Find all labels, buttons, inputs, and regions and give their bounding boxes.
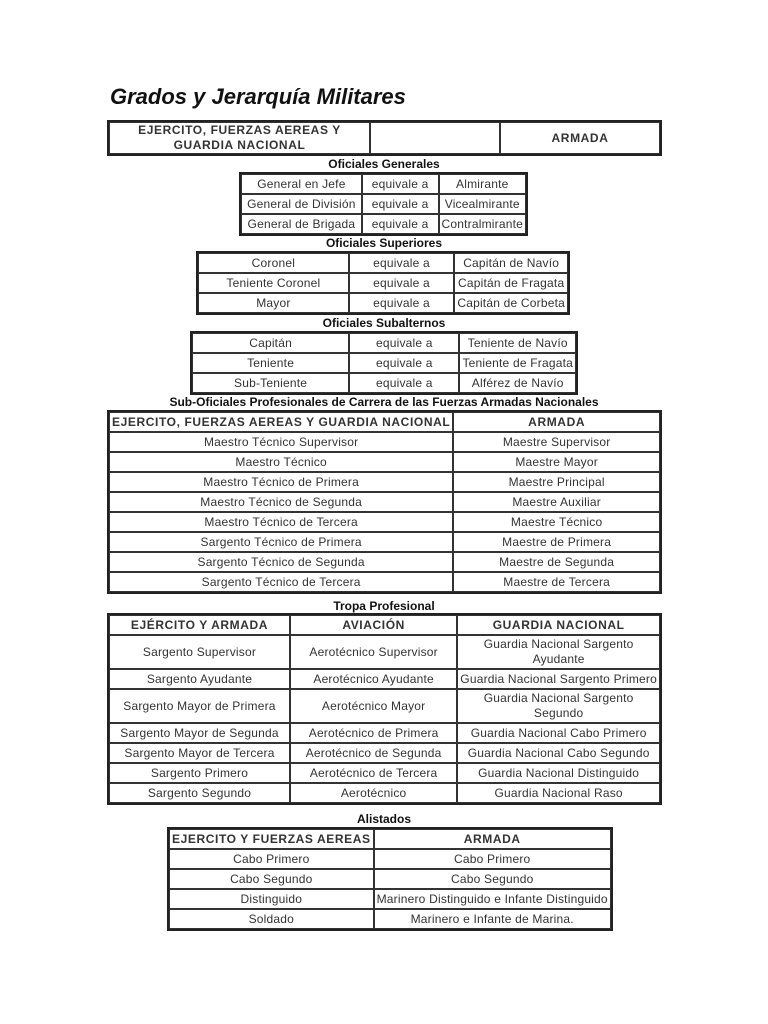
- table-cell: Aerotécnico Mayor: [290, 689, 457, 723]
- table-header-row: [109, 615, 660, 635]
- table-row: [192, 333, 576, 353]
- table-cell: Maestre de Primera: [453, 532, 660, 552]
- table-cell: Guardia Nacional Sargento Ayudante: [457, 635, 660, 669]
- table-cell: Capitán: [192, 333, 349, 353]
- table-cell: equivale a: [349, 273, 455, 293]
- section-title-oficiales-generales: Oficiales Generales: [328, 157, 440, 171]
- table-row: [109, 743, 660, 763]
- table-alistados: [167, 827, 613, 931]
- table-cell: Sargento Mayor de Primera: [109, 689, 290, 723]
- table-oficiales-generales: [239, 172, 528, 236]
- table-cell: equivale a: [349, 373, 459, 393]
- table-cell: Maestre Mayor: [453, 452, 660, 472]
- table-row: [241, 174, 526, 194]
- header-table: [107, 120, 662, 156]
- column-header: EJERCITO Y FUERZAS AEREAS: [169, 829, 374, 849]
- table-row: [169, 869, 611, 889]
- table-header-row: [169, 829, 611, 849]
- table-cell: Maestro Técnico de Primera: [109, 472, 453, 492]
- table-header-row: [109, 412, 660, 432]
- table-row: [169, 909, 611, 929]
- table-cell: Sargento Supervisor: [109, 635, 290, 669]
- table-cell: Marinero Distinguido e Infante Distinguido: [374, 889, 611, 909]
- table-cell: Coronel: [198, 253, 349, 273]
- table-row: [198, 273, 568, 293]
- table-cell: Aerotécnico de Tercera: [290, 763, 457, 783]
- table-cell: Maestre Supervisor: [453, 432, 660, 452]
- section-title-tropa-profesional: Tropa Profesional: [333, 599, 435, 613]
- table-cell: Teniente Coronel: [198, 273, 349, 293]
- table-row: [109, 452, 660, 472]
- table-cell: Maestro Técnico de Segunda: [109, 492, 453, 512]
- table-sub-oficiales: [107, 410, 662, 594]
- table-cell: Sargento Primero: [109, 763, 290, 783]
- column-header: ARMADA: [374, 829, 611, 849]
- table-cell: Sargento Técnico de Primera: [109, 532, 453, 552]
- table-row: [109, 432, 660, 452]
- column-header: ARMADA: [453, 412, 660, 432]
- table-row: [241, 194, 526, 214]
- table-row: [192, 353, 576, 373]
- table-cell: equivale a: [349, 333, 459, 353]
- header-right: ARMADA: [500, 122, 660, 154]
- table-cell: Maestre de Segunda: [453, 552, 660, 572]
- table-cell: Sub-Teniente: [192, 373, 349, 393]
- table-cell: Capitán de Fragata: [454, 273, 568, 293]
- table-row: [109, 689, 660, 723]
- table-row: [109, 669, 660, 689]
- table-cell: Guardia Nacional Sargento Primero: [457, 669, 660, 689]
- table-cell: Teniente: [192, 353, 349, 373]
- table-cell: Vicealmirante: [439, 194, 527, 214]
- table-cell: Distinguido: [169, 889, 374, 909]
- table-cell: equivale a: [362, 214, 439, 234]
- table-cell: Contralmirante: [439, 214, 527, 234]
- table-cell: Aerotécnico de Segunda: [290, 743, 457, 763]
- table-cell: equivale a: [349, 293, 455, 313]
- table-cell: equivale a: [362, 194, 439, 214]
- table-row: [109, 572, 660, 592]
- table-cell: Cabo Primero: [374, 849, 611, 869]
- table-row: [198, 253, 568, 273]
- table-cell: Cabo Segundo: [374, 869, 611, 889]
- table-cell: Guardia Nacional Distinguido: [457, 763, 660, 783]
- table-cell: Cabo Primero: [169, 849, 374, 869]
- table-cell: Maestre Principal: [453, 472, 660, 492]
- table-row: [192, 373, 576, 393]
- table-row: [169, 889, 611, 909]
- table-cell: Maestro Técnico Supervisor: [109, 432, 453, 452]
- table-cell: General de Brigada: [241, 214, 362, 234]
- table-row: [109, 532, 660, 552]
- table-cell: Sargento Mayor de Segunda: [109, 723, 290, 743]
- table-cell: Maestre de Tercera: [453, 572, 660, 592]
- table-cell: Guardia Nacional Sargento Segundo: [457, 689, 660, 723]
- table-row: [198, 293, 568, 313]
- table-cell: Cabo Segundo: [169, 869, 374, 889]
- table-row: [109, 552, 660, 572]
- section-title-sub-oficiales: Sub-Oficiales Profesionales de Carrera de las Fuerzas Armadas Nacionales: [169, 395, 599, 409]
- table-cell: equivale a: [349, 253, 455, 273]
- table-cell: Guardia Nacional Cabo Segundo: [457, 743, 660, 763]
- table-tropa-profesional: [107, 613, 662, 805]
- table-cell: Teniente de Navío: [459, 333, 576, 353]
- column-header: EJÉRCITO Y ARMADA: [109, 615, 290, 635]
- table-row: [109, 783, 660, 803]
- table-cell: equivale a: [349, 353, 459, 373]
- table-row: [109, 492, 660, 512]
- header-middle: [370, 122, 500, 154]
- table-cell: Sargento Mayor de Tercera: [109, 743, 290, 763]
- table-row: [109, 635, 660, 669]
- table-cell: General de División: [241, 194, 362, 214]
- table-cell: Teniente de Fragata: [459, 353, 576, 373]
- table-row: [109, 763, 660, 783]
- table-cell: Guardia Nacional Raso: [457, 783, 660, 803]
- table-cell: Aerotécnico: [290, 783, 457, 803]
- table-row: [109, 512, 660, 532]
- column-header: GUARDIA NACIONAL: [457, 615, 660, 635]
- table-cell: Alférez de Navío: [459, 373, 576, 393]
- table-cell: Soldado: [169, 909, 374, 929]
- section-title-oficiales-superiores: Oficiales Superiores: [325, 236, 443, 250]
- table-cell: Capitán de Navío: [454, 253, 568, 273]
- header-left: EJERCITO, FUERZAS AEREAS Y GUARDIA NACIONAL: [109, 122, 370, 154]
- table-cell: Marinero e Infante de Marina.: [374, 909, 611, 929]
- table-cell: Maestro Técnico de Tercera: [109, 512, 453, 532]
- table-cell: Almirante: [439, 174, 527, 194]
- table-cell: Aerotécnico de Primera: [290, 723, 457, 743]
- column-header: AVIACIÓN: [290, 615, 457, 635]
- table-cell: Sargento Ayudante: [109, 669, 290, 689]
- table-row: [241, 214, 526, 234]
- table-cell: Sargento Segundo: [109, 783, 290, 803]
- page-title: Grados y Jerarquía Militares: [110, 84, 406, 109]
- table-cell: Capitán de Corbeta: [454, 293, 568, 313]
- table-oficiales-subalternos: [190, 331, 578, 395]
- table-cell: Sargento Técnico de Tercera: [109, 572, 453, 592]
- section-title-oficiales-subalternos: Oficiales Subalternos: [322, 316, 446, 330]
- table-cell: General en Jefe: [241, 174, 362, 194]
- table-cell: Aerotécnico Supervisor: [290, 635, 457, 669]
- table-row: [109, 472, 660, 492]
- table-row: [109, 723, 660, 743]
- table-cell: Guardia Nacional Cabo Primero: [457, 723, 660, 743]
- table-cell: Sargento Técnico de Segunda: [109, 552, 453, 572]
- section-title-alistados: Alistados: [356, 812, 411, 826]
- column-header: EJERCITO, FUERZAS AEREAS Y GUARDIA NACIONAL: [109, 412, 453, 432]
- table-oficiales-superiores: [196, 251, 570, 315]
- table-cell: equivale a: [362, 174, 439, 194]
- table-cell: Maestre Auxiliar: [453, 492, 660, 512]
- table-cell: Mayor: [198, 293, 349, 313]
- table-cell: Aerotécnico Ayudante: [290, 669, 457, 689]
- table-cell: Maestre Técnico: [453, 512, 660, 532]
- table-cell: Maestro Técnico: [109, 452, 453, 472]
- table-row: [169, 849, 611, 869]
